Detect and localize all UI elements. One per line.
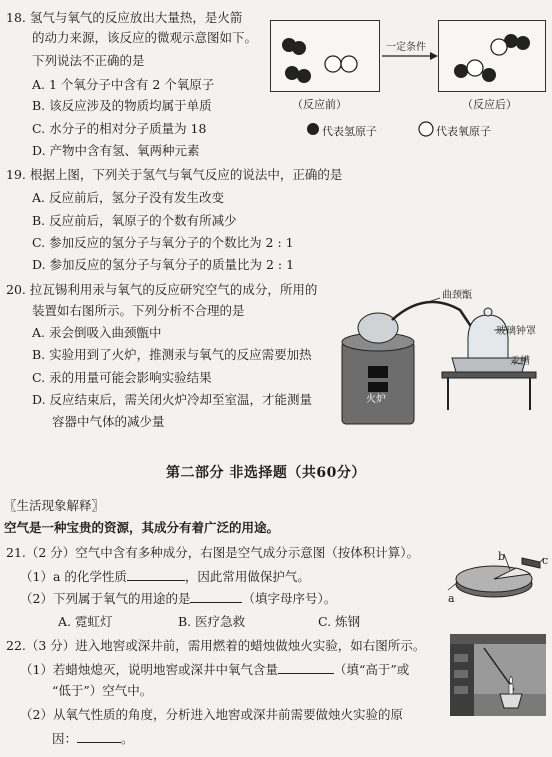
q21-option-b: B. 医疗急救 — [178, 614, 246, 629]
q20-option-c: C. 汞的用量可能会影响实验结果 — [32, 370, 212, 385]
q20-option-d-cont: 容器中气体的减少量 — [52, 414, 165, 429]
pie-label-b: b — [498, 550, 506, 563]
q20-stem-line2: 装置如右图所示。下列分析不合理的是 — [32, 303, 245, 318]
q22-blank-2[interactable] — [77, 730, 121, 743]
q22-stem: 22.（3 分）进入地窖或深井前，需用燃着的蜡烛做烛火实验，如右图所示。 — [6, 638, 426, 653]
retort-flask — [358, 313, 398, 343]
reaction-condition: 一定条件 — [386, 42, 426, 53]
q18-option-d: D. 产物中含有氢、氧两种元素 — [32, 143, 200, 158]
hydrogen-legend-label: 代表氢原子 — [322, 125, 377, 138]
q19-option-b: B. 反应前后，氧原子的个数有所减少 — [32, 213, 237, 228]
q19-option-a: A. 反应前后，氢分子没有发生改变 — [32, 190, 224, 205]
arrow-icon — [378, 38, 438, 68]
hydrogen-atom — [516, 36, 530, 50]
oxygen-atom — [467, 60, 483, 76]
q21-blank-1[interactable] — [127, 568, 185, 581]
reaction-arrow — [378, 38, 438, 68]
hydrogen-atom — [285, 66, 299, 80]
hydrogen-atom — [482, 68, 496, 82]
retort-label: 曲颈甑 — [442, 290, 472, 301]
hydrogen-legend-icon — [306, 122, 320, 136]
q21-blank-2[interactable] — [190, 590, 242, 603]
air-composition-pie — [444, 546, 548, 604]
q21-sub2: （2）下列属于氧气的用途的是 （填字母序号）。 — [20, 591, 337, 606]
after-caption: （反应后） — [462, 98, 517, 111]
hydrogen-atom — [292, 41, 306, 55]
q21-option-c: C. 炼钢 — [318, 614, 361, 629]
trough-label: 汞槽 — [510, 356, 530, 367]
q22-sub1: （1）若蜡烛熄灭，说明地窖或深井中氧气含量 （填“高于”或 — [20, 662, 410, 677]
q18-option-b: B. 该反应涉及的物质均属于单质 — [32, 98, 212, 113]
q18-stem-line2: 的动力来源，该反应的微观示意图如下。 — [32, 30, 258, 45]
oxygen-atom — [491, 39, 507, 55]
q20-option-b: B. 实验用到了火炉，推测汞与氧气的反应需要加热 — [32, 347, 312, 362]
oxygen-atom — [325, 56, 341, 72]
q22-sub2: （2）从氧气性质的角度，分析进入地窖或深井前需要做烛火实验的原 — [20, 707, 403, 722]
part2-title: 第二部分 非选择题（共60分） — [166, 465, 366, 481]
product-molecules — [439, 21, 545, 91]
reaction-before-box — [270, 20, 380, 92]
q19-option-d: D. 参加反应的氢分子与氧分子的质量比为 2 : 1 — [32, 257, 295, 272]
q18-option-a: A. 1 个氧分子中含有 2 个氧原子 — [32, 77, 215, 92]
reactant-molecules — [271, 21, 379, 91]
before-caption: （反应前） — [292, 98, 347, 111]
q20-option-a: A. 汞会倒吸入曲颈甑中 — [32, 325, 162, 340]
q18-stem-line1: 18. 氢气与氧气的反应放出大量热，是火箭 — [6, 10, 243, 25]
oxygen-legend-icon — [418, 121, 434, 137]
bell-jar-label: 玻璃钟罩 — [496, 326, 536, 337]
reaction-after-box — [438, 20, 546, 92]
q19-stem: 19. 根据上图，下列关于氢气与氧气反应的说法中，正确的是 — [6, 167, 343, 182]
candle-holder-icon — [500, 694, 522, 708]
q22-sub2-cont: 因： 。 — [52, 731, 134, 746]
q21-stem: 21.（2 分）空气中含有多种成分，右图是空气成分示意图（按体积计算）。 — [6, 545, 420, 560]
pie-label-a: a — [448, 592, 455, 605]
q18-option-c: C. 水分子的相对分子质量为 18 — [32, 121, 207, 136]
q19-option-c: C. 参加反应的氢分子与氧分子的个数比为 2 : 1 — [32, 235, 294, 250]
life-section-intro: 空气是一种宝贵的资源，其成分有着广泛的用途。 — [4, 520, 280, 535]
q22-blank-1[interactable] — [278, 661, 334, 674]
q18-stem-line3: 下列说法不正确的是 — [32, 53, 145, 68]
hydrogen-atom — [297, 69, 311, 83]
candle-icon — [509, 684, 513, 694]
q22-sub1-cont: “低于”）空气中。 — [52, 683, 153, 698]
pie-label-c: c — [542, 554, 549, 567]
q20-option-d: D. 反应结束后，需关闭火炉冷却至室温，才能测量 — [32, 392, 313, 407]
pie-slice-c — [522, 558, 540, 568]
oxygen-atom — [341, 56, 357, 72]
oxygen-legend-label: 代表氧原子 — [436, 125, 491, 138]
q21-sub1: （1）a 的化学性质 ，因此常用做保护气。 — [20, 569, 310, 584]
q21-option-a: A. 霓虹灯 — [58, 614, 113, 629]
candle-experiment-image — [450, 634, 546, 716]
life-section-tag: 〖生活现象解释〗 — [4, 498, 105, 513]
hydrogen-atom — [454, 64, 468, 78]
q20-stem-line1: 20. 拉瓦锡利用汞与氧气的反应研究空气的成分，所用的 — [6, 282, 318, 297]
furnace-label: 火炉 — [366, 394, 386, 405]
